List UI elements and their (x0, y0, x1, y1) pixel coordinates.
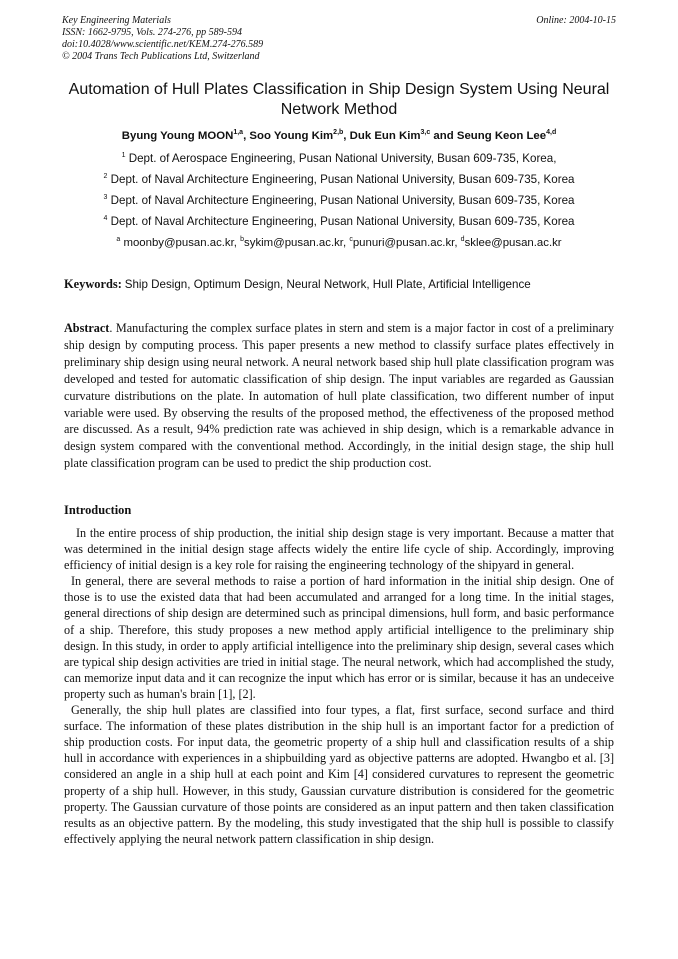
keywords-text: Ship Design, Optimum Design, Neural Network, Hull Plate, Artificial Intelligence (124, 278, 531, 291)
author-name: Soo Young Kim (249, 130, 334, 142)
section-heading-introduction: Introduction (64, 503, 132, 517)
email-sup: b (240, 236, 245, 243)
doi-line[interactable]: doi:10.4028/www.scientific.net/KEM.274-276.589 (62, 39, 264, 50)
affiliation-item (62, 192, 616, 213)
affiliation-list (62, 150, 616, 234)
introduction-body (64, 525, 614, 847)
author-name: Seung Keon Lee (456, 130, 547, 142)
affiliation-item (62, 150, 616, 171)
keywords-label: Keywords: (64, 277, 122, 291)
email-link[interactable]: sykim@pusan.ac.kr (244, 237, 343, 249)
body-paragraph: In general, there are several methods to raise a portion of hard information in the initial ship design. One of those is to use the existed data that had been accumulated and arranged for a long time. In the initial stages, general directions of ship design are determined such as principal dimensions, hull form, and basic performance of a ship. Therefore, this study proposes a new method apply artificial intelligence to the preliminary ship design. In this study, in order to apply artificial intelligence into the preliminary ship design, several cases which are typical ship design activities are tried in initial stage. The neural network, which had accomplished the study, can memorize input data and it can recognize the input which has error or is similar, because it has an undeceive property such as human's brain [1], [2]. (64, 574, 614, 701)
affiliation-sup: 3 (103, 194, 108, 201)
email-sup: d (460, 236, 465, 243)
author-sup: 1,a (233, 129, 244, 136)
journal-name: Key Engineering Materials (62, 15, 171, 26)
affiliation-sup: 1 (121, 152, 126, 159)
email-link[interactable]: moonby@pusan.ac.kr (123, 237, 234, 249)
keywords-line (64, 276, 618, 293)
abstract-text: . Manufacturing the complex surface plates in stern and stem is a major factor in cost of a preliminary ship design by computing process. This paper presents a new method to classify surface plates effectively in preliminary ship design using neural network. A neural network based ship hull plate classification program was developed and tested for automatic classification of ship design. The input variables are regarded as Gaussian curvature distributions on the plate. In automation of hull plate classification, two different number of input variable were used. By observing the results of the proposed method, the effectiveness of the proposed method are discussed. As a result, 94% prediction rate was achieved in ship design, which is a remarkable advance in design system compared with the conventional method. Accordingly, in the initial design stage, the ship hull plate classification program can be used to predict the ship production cost. (64, 321, 614, 471)
affiliation-text: Dept. of Naval Architecture Engineering, Pusan National University, Busan 609-735, Korea (110, 173, 575, 186)
author-name: Byung Young MOON (121, 130, 234, 142)
author-sup: 4,d (546, 129, 557, 136)
affiliation-text: Dept. of Aerospace Engineering, Pusan National University, Busan 609-735, Korea, (128, 152, 557, 165)
abstract-label: Abstract (64, 321, 110, 335)
affiliation-text: Dept. of Naval Architecture Engineering, Pusan National University, Busan 609-735, Korea (110, 215, 575, 228)
author-list (62, 129, 616, 143)
email-link[interactable]: punuri@pusan.ac.kr (352, 237, 455, 249)
author-sup: 2,b (333, 129, 344, 136)
affiliation-sup: 4 (103, 215, 108, 222)
online-date: Online: 2004-10-15 (536, 15, 616, 26)
issn-line: ISSN: 1662-9795, Vols. 274-276, pp 589-594 (62, 27, 242, 38)
email-sup: c (349, 236, 353, 243)
author-sup: 3,c (420, 129, 431, 136)
affiliation-item (62, 171, 616, 192)
affiliation-sup: 2 (103, 173, 108, 180)
email-list: $^a$ moonby@pusan.ac.kr, $^b$sykim@pusan.ac.kr, $^c$punuri@pusan.ac.kr, $^d$sklee@pusan.ac.kr (116, 236, 562, 249)
body-paragraph: In the entire process of ship production, the initial ship design stage is very important. Because a matter that was determined in the initial design stage affects widely the entire life cycle of ship. Accordingly, improving efficiency of initial design is a key role for raising the engineering technology of the shipyard in general. (64, 526, 614, 573)
copyright-line: © 2004 Trans Tech Publications Ltd, Switzerland (62, 51, 260, 62)
publication-header (62, 15, 616, 63)
affiliation-text: Dept. of Naval Architecture Engineering, Pusan National University, Busan 609-735, Korea (110, 194, 575, 207)
email-link[interactable]: sklee@pusan.ac.kr (464, 237, 562, 249)
body-paragraph: Generally, the ship hull plates are classified into four types, a flat, first surface, second surface and third surface. The information of these plates distribution in the ship hull is an important factor for a prediction of ship production costs. For input data, the geometric property of a ship hull and classification results of a ship hull in accordance with experiences in a shipbuilding yard as objective patterns are adopted. Hwangbo et al. [3] considered an angle in a ship hull at each point and Kim [4] considered curvatures to represent the geometric property of a ship hull. However, in this study, Gaussian curvature distribution is considered for the geometric property. The Gaussian curvature of those points are considered as an input pattern and then taken classification results as an objective pattern. By the modeling, this study investigated that the ship hull is possible to classify effectively applying the neural network pattern classification in ship design. (64, 703, 614, 846)
author-separator: , (243, 130, 250, 142)
abstract-paragraph (64, 320, 614, 472)
author-name: Duk Eun Kim (349, 130, 421, 142)
author-and: and (430, 130, 457, 142)
author-separator: , (343, 130, 350, 142)
email-sup: a (116, 236, 121, 243)
paper-title: Automation of Hull Plates Classification in Ship Design System Using Neural Network Method (68, 81, 610, 118)
affiliation-item (62, 213, 616, 234)
